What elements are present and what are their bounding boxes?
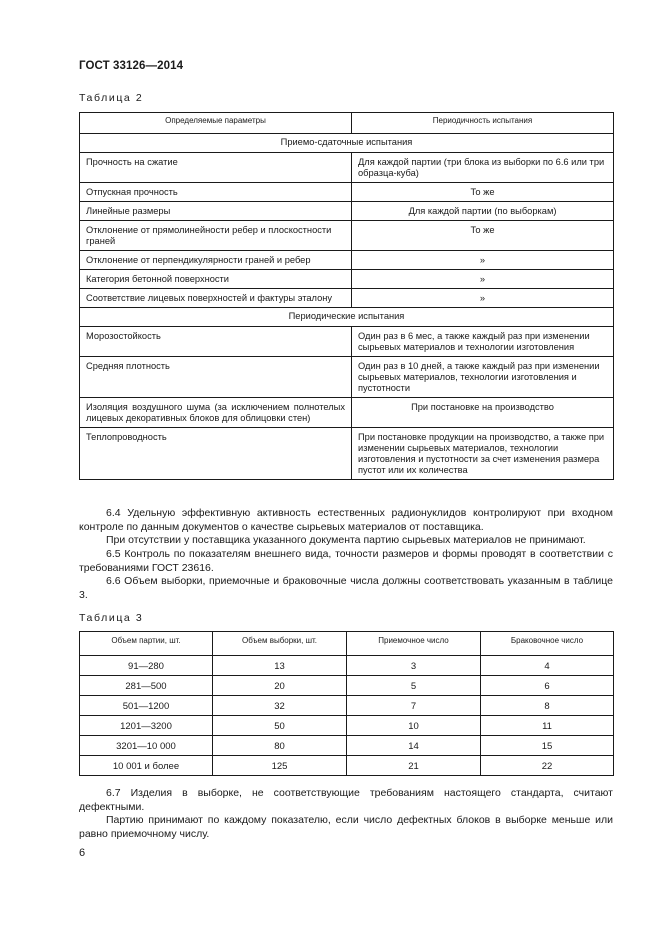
lot-size-cell: 281—500: [80, 676, 213, 696]
rejection-number-cell: 22: [481, 756, 614, 776]
table-row: [80, 327, 614, 357]
table-row: [80, 696, 614, 716]
table2-header-row: [80, 113, 614, 134]
period-cell: При постановке на производство: [352, 398, 614, 428]
param-cell: Линейные размеры: [80, 202, 352, 221]
paragraph-6-7: 6.7 Изделия в выборке, не соответствующие требованиям настоящего стандарта, считают дефектными.: [79, 787, 613, 813]
table-row: [80, 398, 614, 428]
sample-size-cell: 32: [213, 696, 347, 716]
lot-size-cell: 91—280: [80, 656, 213, 676]
lot-size-cell: 501—1200: [80, 696, 213, 716]
paragraph-6-4-cont: При отсутствии у поставщика указанного документа партию сырьевых материалов не принимают.: [106, 534, 586, 546]
sample-size-cell: 13: [213, 656, 347, 676]
table2-section-title: Периодические испытания: [80, 308, 614, 327]
rejection-number-cell: 11: [481, 716, 614, 736]
table-row: [80, 251, 614, 270]
param-cell: Теплопроводность: [80, 428, 352, 480]
param-cell: Категория бетонной поверхности: [80, 270, 352, 289]
table2: [79, 112, 614, 480]
param-cell: Отпускная прочность: [80, 183, 352, 202]
table3-col-header: Объем партии, шт.: [80, 632, 213, 656]
table2-section-row: [80, 308, 614, 327]
table3-header-row: [80, 632, 614, 656]
table-row: [80, 676, 614, 696]
table-row: [80, 183, 614, 202]
lot-size-cell: 3201—10 000: [80, 736, 213, 756]
paragraph-6-4: 6.4 Удельную эффективную активность естественных радионуклидов контролируют при входном контроле по данным документов о качестве сырьевых материалов от поставщика.: [79, 507, 613, 533]
rejection-number-cell: 15: [481, 736, 614, 756]
paragraph-6-5: 6.5 Контроль по показателям внешнего вида, точности размеров и формы проводят в соответствии с требованиями ГОСТ 23616.: [79, 548, 613, 574]
table3-col-header: Браковочное число: [481, 632, 614, 656]
acceptance-number-cell: 7: [347, 696, 481, 716]
table-row: [80, 656, 614, 676]
period-cell: При постановке продукции на производство, а также при изменении сырьевых материалов, технологии изготовления и пустотности за счет изменения размера пустот или их количества: [352, 428, 614, 480]
param-cell: Соответствие лицевых поверхностей и фактуры эталону: [80, 289, 352, 308]
acceptance-number-cell: 21: [347, 756, 481, 776]
param-cell: Изоляция воздушного шума (за исключением полнотелых лицевых декоративных блоков для облицовки стен): [80, 398, 352, 428]
table3: [79, 631, 614, 776]
table3-caption: Таблица 3: [79, 612, 144, 624]
page-number: 6: [79, 847, 86, 859]
table2-col-header: Периодичность испытания: [352, 113, 614, 134]
table2-section-row: [80, 134, 614, 153]
period-cell: Для каждой партии (по выборкам): [352, 202, 614, 221]
table-row: [80, 289, 614, 308]
table3-col-header: Объем выборки, шт.: [213, 632, 347, 656]
acceptance-number-cell: 10: [347, 716, 481, 736]
table3-col-header: Приемочное число: [347, 632, 481, 656]
param-cell: Прочность на сжатие: [80, 153, 352, 183]
period-cell: Один раз в 10 дней, а также каждый раз при изменении сырьевых материалов, технологии изготовления и пустотности: [352, 357, 614, 398]
period-cell: Один раз в 6 мес, а также каждый раз при изменении сырьевых материалов и технологии изготовления: [352, 327, 614, 357]
lot-size-cell: 10 001 и более: [80, 756, 213, 776]
period-cell: То же: [352, 221, 614, 251]
period-cell: Для каждой партии (три блока из выборки по 6.6 или три образца-куба): [352, 153, 614, 183]
rejection-number-cell: 6: [481, 676, 614, 696]
document-header: ГОСТ 33126—2014: [79, 60, 184, 72]
table-row: [80, 756, 614, 776]
table-row: [80, 716, 614, 736]
param-cell: Отклонение от перпендикулярности граней и ребер: [80, 251, 352, 270]
table-row: [80, 428, 614, 480]
param-cell: Отклонение от прямолинейности ребер и плоскостности граней: [80, 221, 352, 251]
table-row: [80, 221, 614, 251]
acceptance-number-cell: 14: [347, 736, 481, 756]
paragraph-6-6: 6.6 Объем выборки, приемочные и браковочные числа должны соответствовать указанным в таблице 3.: [79, 575, 613, 601]
table-row: [80, 153, 614, 183]
sample-size-cell: 20: [213, 676, 347, 696]
rejection-number-cell: 4: [481, 656, 614, 676]
table2-section-title: Приемо-сдаточные испытания: [80, 134, 614, 153]
table-row: [80, 202, 614, 221]
rejection-number-cell: 8: [481, 696, 614, 716]
param-cell: Средняя плотность: [80, 357, 352, 398]
table-row: [80, 357, 614, 398]
period-cell: »: [352, 270, 614, 289]
period-cell: »: [352, 251, 614, 270]
sample-size-cell: 80: [213, 736, 347, 756]
param-cell: Морозостойкость: [80, 327, 352, 357]
paragraph-6-7-cont: Партию принимают по каждому показателю, если число дефектных блоков в выборке меньше или равно приемочному числу.: [79, 814, 613, 840]
acceptance-number-cell: 3: [347, 656, 481, 676]
sample-size-cell: 50: [213, 716, 347, 736]
table-row: [80, 270, 614, 289]
lot-size-cell: 1201—3200: [80, 716, 213, 736]
table2-caption: Таблица 2: [79, 92, 144, 104]
table-row: [80, 736, 614, 756]
sample-size-cell: 125: [213, 756, 347, 776]
table2-col-header: Определяемые параметры: [80, 113, 352, 134]
period-cell: То же: [352, 183, 614, 202]
period-cell: »: [352, 289, 614, 308]
acceptance-number-cell: 5: [347, 676, 481, 696]
